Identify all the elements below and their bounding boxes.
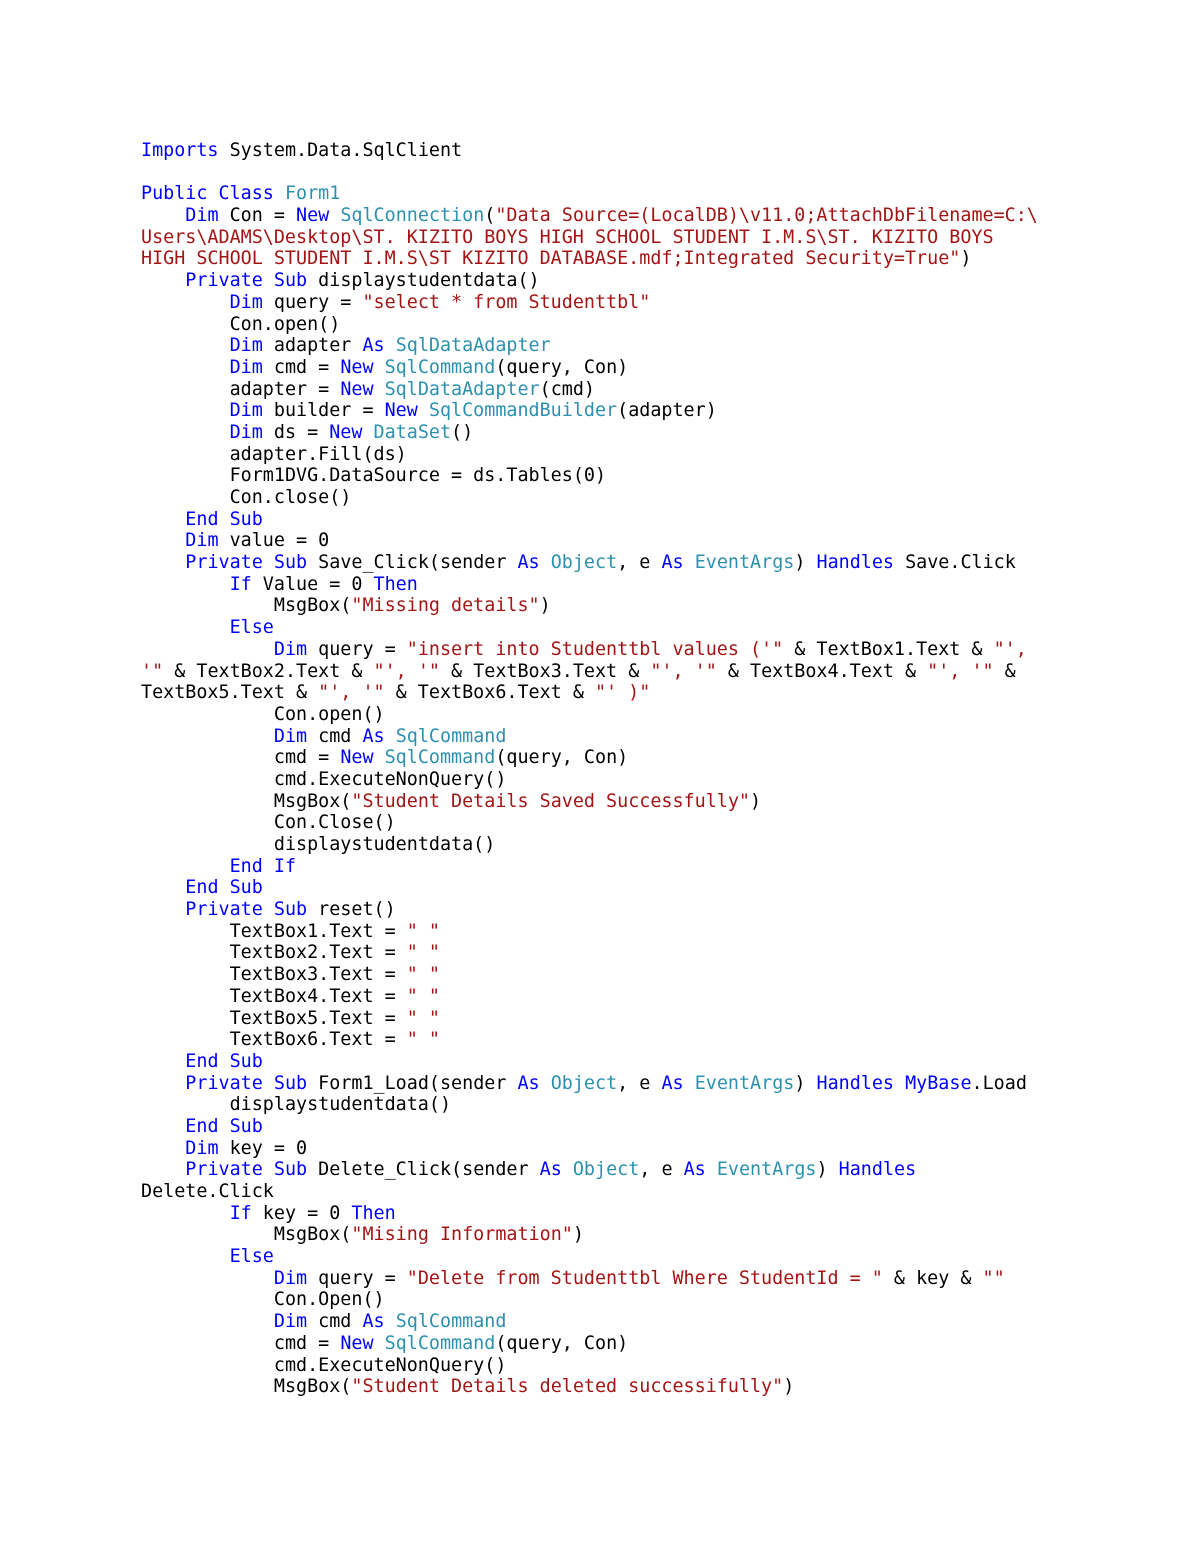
string-token: "select * from Studenttbl" (362, 291, 651, 313)
keyword-token: Dim (229, 291, 263, 313)
text-token: Con.open() (229, 313, 341, 335)
code-line (141, 986, 1061, 1008)
type-token: SqlCommandBuilder (428, 400, 618, 422)
keyword-token: MyBase (905, 1072, 972, 1094)
text-token (374, 747, 385, 768)
text-token: Form1_Load(sender (307, 1072, 518, 1094)
keyword-token: End (185, 1115, 219, 1137)
code-line (141, 379, 1061, 401)
text-token (219, 509, 230, 530)
code-line (141, 530, 1061, 552)
keyword-token: End (229, 855, 263, 877)
keyword-token: Dim (273, 638, 308, 660)
keyword-token: New (296, 205, 330, 227)
text-token (274, 183, 285, 204)
text-token: (cmd) (539, 378, 595, 400)
code-line (141, 1094, 1061, 1116)
keyword-token: Sub (273, 899, 308, 921)
string-token: "Mising Information" (351, 1224, 573, 1246)
keyword-token: Dim (273, 1311, 308, 1333)
keyword-token: Sub (229, 508, 263, 530)
code-line (141, 661, 1061, 683)
text-token: ) (816, 1159, 839, 1181)
text-token (562, 1159, 573, 1180)
code-line (141, 292, 1061, 314)
text-token: cmd.ExecuteNonQuery() (273, 1354, 507, 1376)
keyword-token: If (273, 855, 297, 877)
keyword-token: As (362, 1311, 385, 1333)
text-token (263, 899, 274, 920)
text-token: TextBox3.Text = (229, 964, 407, 986)
text-token: TextBox2.Text = (229, 942, 407, 964)
code-line (141, 1116, 1061, 1138)
string-token: "Student Details Saved Successfully" (351, 790, 750, 812)
text-token (385, 726, 396, 747)
text-token: TextBox4.Text = (229, 985, 407, 1007)
keyword-token: Private (185, 552, 263, 574)
type-token: EventArgs (694, 552, 795, 574)
text-token: (query, Con) (495, 1332, 629, 1354)
text-token: adapter = (229, 378, 341, 400)
text-token (263, 856, 274, 877)
text-token: Value = 0 (251, 573, 374, 595)
type-token: SqlCommand (395, 1311, 507, 1333)
code-line (141, 314, 1061, 336)
code-line (141, 162, 1061, 184)
text-token (362, 422, 373, 443)
keyword-token: As (683, 1159, 706, 1181)
text-token: & TextBox1.Text & (783, 638, 994, 660)
code-line (141, 726, 1061, 748)
string-token: "', '" (373, 660, 440, 682)
code-line (141, 899, 1061, 921)
keyword-token: Handles (816, 552, 895, 574)
keyword-token: Sub (273, 1159, 308, 1181)
code-line (141, 270, 1061, 292)
keyword-token: As (362, 725, 385, 747)
text-token: ) (960, 248, 972, 270)
string-token: " " (406, 985, 440, 1007)
text-token: reset() (307, 899, 396, 921)
text-token (540, 552, 551, 573)
keyword-token: Dim (273, 725, 308, 747)
code-line (141, 1224, 1061, 1246)
text-token: .Load (971, 1072, 1027, 1094)
keyword-token: Handles (838, 1159, 917, 1181)
text-token: & TextBox2.Text & (163, 660, 374, 682)
code-line (141, 1355, 1061, 1377)
keyword-token: End (185, 877, 219, 899)
string-token: "Delete from Studenttbl Where StudentId = " (406, 1267, 883, 1289)
text-token (219, 877, 230, 898)
code-line (141, 747, 1061, 769)
text-token: query = (307, 638, 407, 660)
text-token: displaystudentdata() (273, 834, 496, 855)
text-token: ds = (262, 421, 330, 443)
keyword-token: If (229, 573, 252, 595)
keyword-token: Sub (273, 1072, 308, 1094)
text-token: ( (484, 205, 496, 227)
text-token: ) (750, 790, 762, 812)
string-token: "', '" (927, 660, 994, 682)
string-token: " " (406, 1029, 440, 1051)
text-token: Con.Close() (273, 812, 396, 834)
code-line (141, 487, 1061, 509)
type-token: SqlCommand (384, 1332, 496, 1354)
keyword-token: Dim (229, 356, 263, 378)
text-token: Con.Open() (273, 1289, 385, 1311)
text-token: Form1DVG.DataSource = ds.Tables(0) (229, 465, 607, 487)
text-token: System.Data.SqlClient (218, 140, 463, 161)
type-token: SqlConnection (340, 205, 485, 227)
keyword-token: As (362, 335, 385, 357)
code-line (141, 183, 1061, 205)
text-token (684, 1073, 695, 1094)
text-token: displaystudentdata() (307, 270, 540, 292)
code-line (141, 617, 1061, 639)
text-token: displaystudentdata() (229, 1094, 452, 1116)
text-token: Con.open() (273, 703, 385, 725)
keyword-token: Public (141, 183, 208, 205)
text-token: cmd = (273, 747, 341, 769)
keyword-token: End (185, 508, 219, 530)
text-token (207, 183, 218, 204)
keyword-token: Dim (273, 1267, 308, 1289)
keyword-token: Dim (229, 421, 263, 443)
string-token: "insert into Studenttbl values ('" (406, 638, 784, 660)
text-token: TextBox1.Text = (229, 920, 407, 942)
string-token: " " (406, 942, 440, 964)
text-token: Con.close() (229, 487, 352, 508)
text-token: query = (307, 1267, 407, 1289)
text-token: Delete_Click(sender (307, 1159, 540, 1181)
text-token (263, 1073, 274, 1094)
keyword-token: Sub (273, 552, 308, 574)
text-token: TextBox6.Text = (229, 1029, 407, 1051)
keyword-token: New (384, 400, 418, 422)
text-token: (query, Con) (495, 747, 629, 769)
code-line (141, 856, 1061, 878)
string-token: HIGH SCHOOL STUDENT I.M.S\ST KIZITO DATABASE.mdf;Integrated Security=True" (141, 248, 961, 270)
text-token: & TextBox6.Text & (384, 682, 595, 704)
text-token (374, 357, 385, 378)
keyword-token: As (517, 1072, 540, 1094)
text-token (540, 1073, 551, 1094)
keyword-token: New (340, 378, 374, 400)
keyword-token: New (340, 1332, 374, 1354)
text-token (684, 552, 695, 573)
keyword-token: Else (229, 1246, 274, 1268)
code-line (141, 422, 1061, 444)
keyword-token: Sub (273, 270, 308, 292)
text-token: ) (794, 1072, 817, 1094)
string-token: '" (141, 660, 164, 682)
text-token: adapter.Fill(ds) (229, 443, 407, 465)
text-token: TextBox5.Text & (141, 682, 319, 704)
code-line (141, 357, 1061, 379)
string-token: "Data Source=(LocalDB)\v11.0;AttachDbFilename=C:\ (495, 205, 1038, 227)
keyword-token: Then (351, 1202, 396, 1224)
text-token: ) (794, 552, 817, 574)
text-token: () (451, 421, 474, 443)
keyword-token: Private (185, 899, 263, 921)
text-token (263, 552, 274, 573)
code-line (141, 964, 1061, 986)
text-token: (query, Con) (495, 356, 629, 378)
keyword-token: Sub (229, 877, 263, 899)
text-token (263, 1159, 274, 1180)
keyword-token: New (340, 356, 374, 378)
code-line (141, 1203, 1061, 1225)
code-line (141, 682, 1061, 704)
text-token (263, 270, 274, 291)
type-token: Form1 (284, 183, 341, 205)
code-line (141, 1138, 1061, 1160)
type-token: Object (550, 1072, 618, 1094)
code-line (141, 140, 1061, 162)
text-token: ) (539, 595, 551, 617)
text-token: , e (617, 552, 662, 574)
code-line (141, 248, 1061, 270)
code-line (141, 1376, 1061, 1398)
text-token: , e (639, 1159, 684, 1181)
keyword-token: If (229, 1202, 252, 1224)
text-token: , e (617, 1072, 662, 1094)
code-line (141, 1181, 1061, 1203)
keyword-token: Private (185, 270, 263, 292)
code-line (141, 552, 1061, 574)
string-token: "', (993, 638, 1027, 660)
text-token (374, 1333, 385, 1354)
code-listing (141, 140, 1061, 1398)
code-line (141, 1289, 1061, 1311)
text-token: Save.Click (894, 552, 1016, 574)
type-token: SqlDataAdapter (395, 335, 551, 357)
string-token: "', '" (650, 660, 717, 682)
code-line (141, 1051, 1061, 1073)
keyword-token: Dim (185, 205, 219, 227)
type-token: EventArgs (716, 1159, 817, 1181)
keyword-token: Private (185, 1159, 263, 1181)
code-line (141, 877, 1061, 899)
type-token: SqlCommand (384, 356, 496, 378)
code-line (141, 812, 1061, 834)
code-line (141, 1029, 1061, 1051)
code-line (141, 1268, 1061, 1290)
keyword-token: Dim (185, 1137, 219, 1159)
keyword-token: Imports (141, 140, 219, 161)
code-line (141, 335, 1061, 357)
code-line (141, 791, 1061, 813)
text-token: & (993, 660, 1016, 682)
type-token: Object (572, 1159, 640, 1181)
keyword-token: Dim (229, 400, 263, 422)
code-line (141, 639, 1061, 661)
code-line (141, 1073, 1061, 1095)
keyword-token: Else (229, 617, 274, 639)
type-token: SqlCommand (395, 725, 507, 747)
text-token: cmd = (273, 1332, 341, 1354)
keyword-token: Handles (816, 1072, 895, 1094)
string-token: " " (406, 1007, 440, 1029)
keyword-token: As (517, 552, 540, 574)
code-line (141, 574, 1061, 596)
string-token: "Missing details" (351, 595, 540, 617)
text-token (219, 1116, 230, 1137)
code-line (141, 400, 1061, 422)
code-line (141, 595, 1061, 617)
code-line (141, 465, 1061, 487)
string-token: "" (982, 1267, 1005, 1289)
keyword-token: New (340, 747, 374, 769)
text-token: Save_Click(sender (307, 552, 518, 574)
code-line (141, 769, 1061, 791)
text-token: Delete.Click (141, 1181, 274, 1202)
code-line (141, 444, 1061, 466)
keyword-token: Sub (229, 1050, 263, 1072)
text-token (219, 1051, 230, 1072)
text-token: MsgBox( (273, 790, 352, 812)
text-token (329, 205, 340, 226)
text-token: key = 0 (218, 1137, 308, 1159)
keyword-token: As (661, 1072, 684, 1094)
code-line (141, 509, 1061, 531)
code-line (141, 921, 1061, 943)
string-token: Users\ADAMS\Desktop\ST. KIZITO BOYS HIGH SCHOOL STUDENT I.M.S\ST. KIZITO BOYS (141, 226, 994, 248)
code-line (141, 227, 1061, 249)
text-token: & TextBox4.Text & (716, 660, 928, 682)
text-token: cmd = (262, 356, 341, 378)
text-token: cmd (307, 1311, 363, 1333)
keyword-token: End (185, 1050, 219, 1072)
type-token: Object (550, 552, 618, 574)
code-line (141, 942, 1061, 964)
text-token: value = 0 (218, 530, 330, 552)
text-token: ) (572, 1224, 584, 1246)
text-token: MsgBox( (273, 1224, 352, 1246)
text-token (385, 335, 396, 356)
text-token: & TextBox3.Text & (439, 660, 651, 682)
string-token: "Student Details deleted successifully" (351, 1376, 784, 1398)
text-token (418, 400, 429, 421)
keyword-token: New (329, 421, 363, 443)
code-line (141, 1008, 1061, 1030)
keyword-token: Dim (229, 335, 263, 357)
text-token (894, 1073, 905, 1094)
type-token: SqlCommand (384, 747, 496, 769)
type-token: SqlDataAdapter (384, 378, 540, 400)
text-token (374, 379, 385, 400)
keyword-token: Dim (185, 530, 219, 552)
code-line (141, 1333, 1061, 1355)
text-token: MsgBox( (273, 1376, 352, 1398)
keyword-token: As (539, 1159, 562, 1181)
code-line (141, 1246, 1061, 1268)
text-token: (adapter) (617, 400, 717, 422)
code-line (141, 1311, 1061, 1333)
keyword-token: Private (185, 1072, 263, 1094)
code-line (141, 704, 1061, 726)
code-line (141, 1159, 1061, 1181)
string-token: "', '" (318, 682, 385, 704)
string-token: "' )" (594, 682, 651, 704)
code-line (141, 834, 1061, 856)
keyword-token: Sub (229, 1115, 263, 1137)
string-token: " " (406, 964, 440, 986)
keyword-token: Class (218, 183, 274, 205)
keyword-token: As (661, 552, 684, 574)
type-token: EventArgs (694, 1072, 795, 1094)
keyword-token: Then (373, 573, 418, 595)
text-token: key = 0 (251, 1202, 352, 1224)
text-token (385, 1311, 396, 1332)
text-token: & key & (882, 1267, 983, 1289)
text-token (706, 1159, 717, 1180)
text-token: query = (262, 291, 363, 313)
text-token: adapter (262, 335, 363, 357)
text-token: builder = (262, 400, 385, 422)
text-token: TextBox5.Text = (229, 1007, 407, 1029)
string-token: " " (406, 920, 440, 942)
text-token: cmd.ExecuteNonQuery() (273, 768, 507, 790)
text-token: Con = (218, 205, 297, 227)
text-token: cmd (307, 725, 363, 747)
text-token: MsgBox( (273, 595, 352, 617)
text-token: ) (783, 1376, 795, 1398)
code-line (141, 205, 1061, 227)
type-token: DataSet (373, 421, 452, 443)
